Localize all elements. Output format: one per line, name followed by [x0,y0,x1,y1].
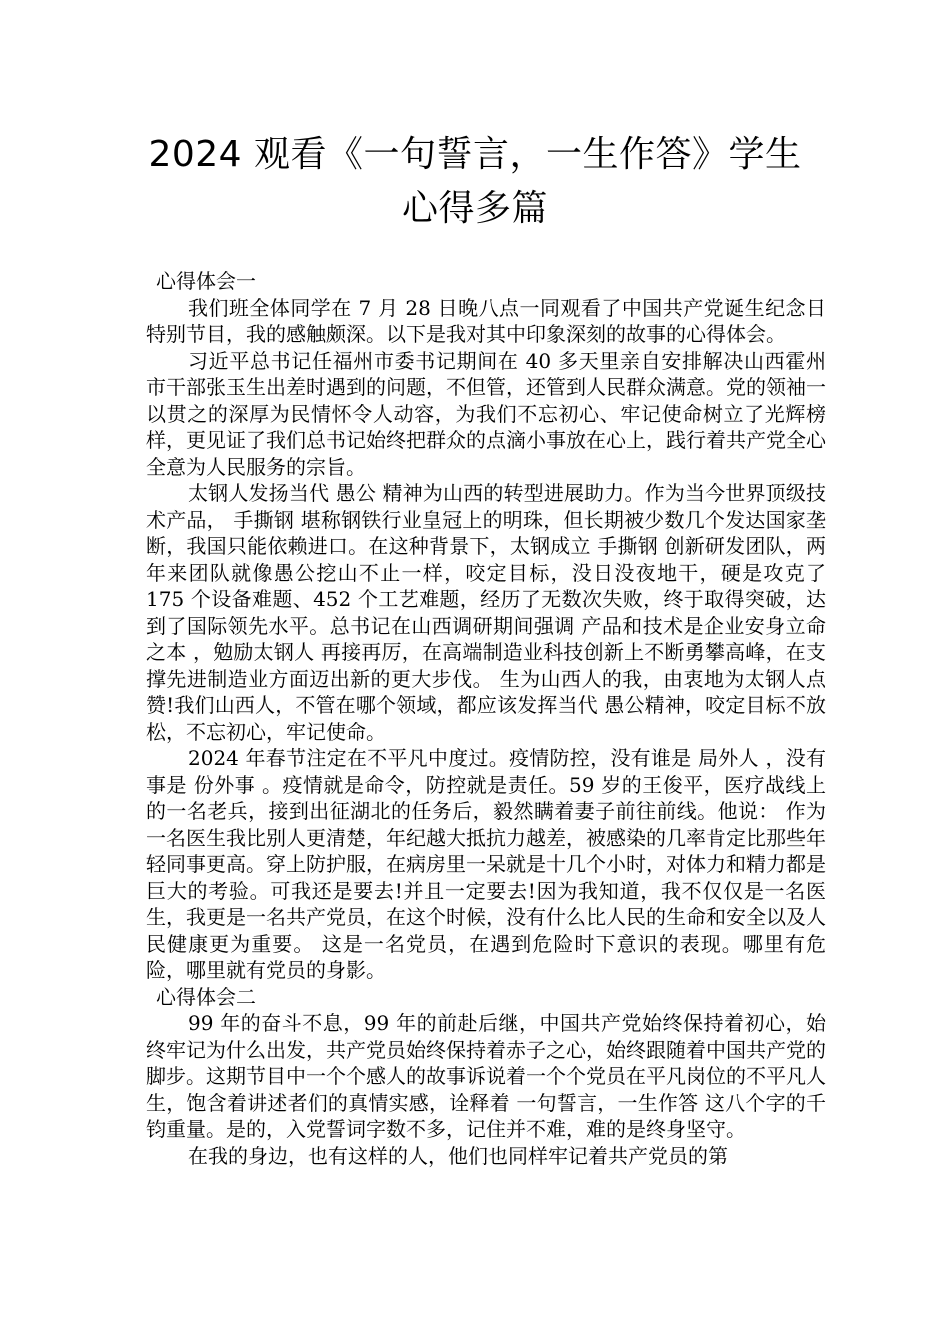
paragraph: 我们班全体同学在 7 月 28 日晚八点一同观看了中国共产党诞生纪念日特别节目，我的感触颇深。以下是我对其中印象深刻的故事的心得体会。 [146,295,826,346]
title-line-2: 心得多篇 [401,188,548,229]
paragraph: 习近平总书记任福州市委书记期间在 40 多天里亲自安排解决山西霍州市干部张玉生出差时遇到的问题，不但管，还管到人民群众满意。党的领袖一以贯之的深厚为民情怀令人动容，为我们不忘初心、牢记使命树立了光辉榜样，更见证了我们总书记始终把群众的点滴小事放在心上，践行着共产党全心全意为人民服务的宗旨。 [146,348,826,479]
title-line-1: 2024 观看《一句誓言，一生作答》学生 [148,134,802,175]
section-heading-2: 心得体会二 [156,984,256,1009]
paragraph: 在我的身边，也有这样的人，他们也同样牢记着共产党员的第 [188,1143,728,1168]
document-body [146,268,826,1169]
paragraph: 99 年的奋斗不息，99 年的前赴后继，中国共产党始终保持着初心，始终牢记为什么出发，共产党员始终保持着赤子之心，始终跟随着中国共产党的脚步。这期节目中一个个感人的故事诉说着一个个党员在平凡岗位的不平凡人生，饱含着讲述者们的真情实感，诠释着 一句誓言，一生作答 这八个字的千钧重量。是的，入党誓词字数不多，记住并不难，难的是终身坚守。 [146,1011,826,1141]
paragraph: 2024 年春节注定在不平凡中度过。疫情防控，没有谁是 局外人 ，没有事是 份外事 。疫情就是命令，防控就是责任。59 岁的王俊平，医疗战线上的一名老兵，接到出征湖北的任务后，毅然瞒着妻子前往前线。他说： 作为一名医生我比别人更清楚，年纪越大抵抗力越差，被感染的几率肯定比那些年轻同事更高。穿上防护服，在病房里一呆就是十几个小时，对体力和精力都是巨大的考验。可我还是要去!并且一定要去!因为我知道，我不仅仅是一名医生，我更是一名共产党员，在这个时候，没有什么比人民的生命和安全以及人民健康更为重要。 这是一名党员，在遇到危险时下意识的表现。哪里有危险，哪里就有党员的身影。 [146,746,826,982]
paragraph: 太钢人发扬当代 愚公 精神为山西的转型进展助力。作为当今世界顶级技术产品， 手撕钢 堪称钢铁行业皇冠上的明珠，但长期被少数几个发达国家垄断，我国只能依赖进口。在这种背景下，太钢成立 手撕钢 创新研发团队，两年来团队就像愚公挖山不止一样，咬定目标，没日没夜地干，硬是攻克了 175 个设备难题、452 个工艺难题，经历了无数次失败，终于取得突破，达到了国际领先水平。总书记在山西调研期间强调 产品和技术是企业安身立命之本 ，勉励太钢人 再接再厉，在高端制造业科技创新上不断勇攀高峰，在支撑先进制造业方面迈出新的更大步伐。 生为山西人的我，由衷地为太钢人点赞!我们山西人，不管在哪个领域，都应该发挥当代 愚公精神，咬定目标不放松，不忘初心，牢记使命。 [146,481,826,744]
section-heading-1: 心得体会一 [156,269,256,293]
document-title [120,128,830,236]
